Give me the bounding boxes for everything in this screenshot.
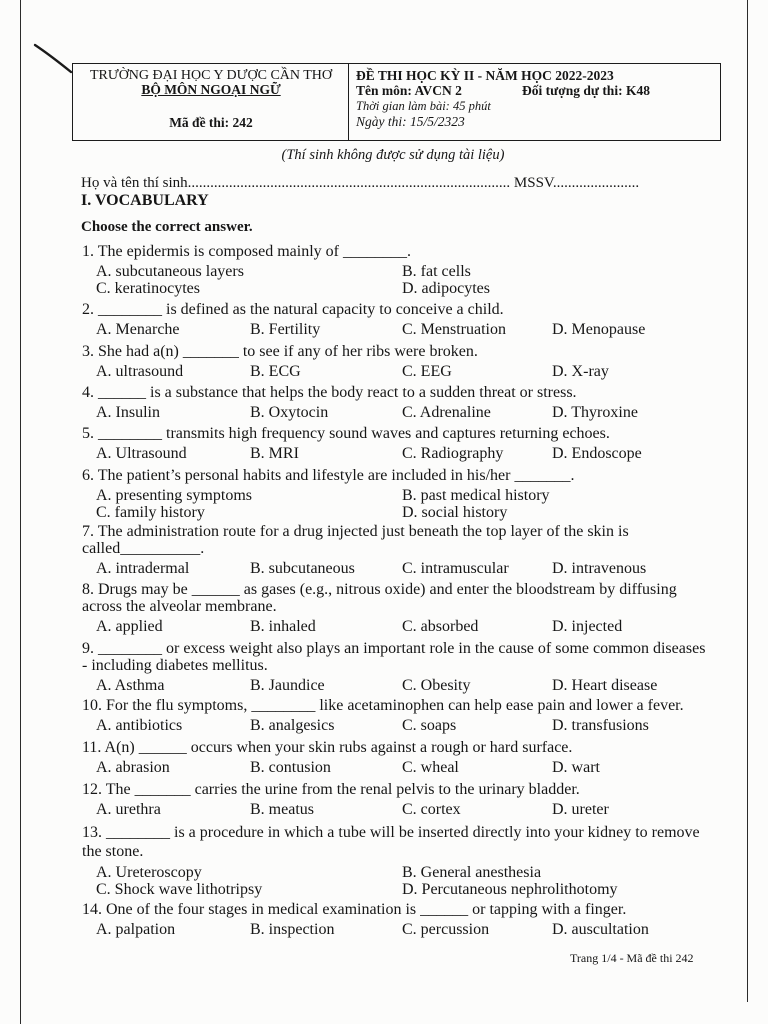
header-table xyxy=(72,63,721,141)
option-b: B. past medical history xyxy=(402,487,550,504)
option-a: A. Ureteroscopy xyxy=(96,864,202,881)
department-name: BỘ MÔN NGOẠI NGỮ xyxy=(141,82,281,97)
question-stem-line-2: called__________. xyxy=(82,540,205,557)
question-stem: 7. The administration route for a drug injected just beneath the top layer of the skin is xyxy=(82,523,629,540)
question-14 xyxy=(0,901,748,938)
exam-duration: Thời gian làm bài: 45 phút xyxy=(356,99,491,113)
options-row xyxy=(0,759,748,776)
option-a: A. Menarche xyxy=(96,321,180,338)
option-c: C. intramuscular xyxy=(402,560,509,577)
exam-title: ĐỀ THI HỌC KỲ II - NĂM HỌC 2022-2023 xyxy=(356,68,614,83)
option-b: B. subcutaneous xyxy=(250,560,355,577)
option-d: D. injected xyxy=(552,618,623,635)
subject-name: Tên môn: AVCN 2 xyxy=(356,83,462,98)
options-row xyxy=(0,864,748,881)
option-d: D. transfusions xyxy=(552,717,649,734)
option-c: C. percussion xyxy=(402,921,490,938)
option-a: A. intradermal xyxy=(96,560,190,577)
option-d: D. Percutaneous nephrolithotomy xyxy=(402,881,618,898)
answer-options xyxy=(0,263,748,297)
option-b: B. Fertility xyxy=(250,321,321,338)
question-1 xyxy=(0,243,748,297)
question-6 xyxy=(0,467,748,521)
option-b: B. Jaundice xyxy=(250,677,325,694)
question-9 xyxy=(0,640,748,694)
option-b: B. meatus xyxy=(250,801,314,818)
options-row xyxy=(0,263,748,280)
question-stem: 11. A(n) ______ occurs when your skin rubs against a rough or hard surface. xyxy=(82,739,573,756)
option-c: C. cortex xyxy=(402,801,461,818)
answer-options xyxy=(0,560,748,577)
option-d: D. wart xyxy=(552,759,600,776)
option-c: C. wheal xyxy=(402,759,459,776)
question-stem: 2. ________ is defined as the natural capacity to conceive a child. xyxy=(82,301,504,318)
section-title: I. VOCABULARY xyxy=(81,192,209,209)
option-c: C. Obesity xyxy=(402,677,471,694)
question-stem: 12. The _______ carries the urine from the renal pelvis to the urinary bladder. xyxy=(82,781,580,798)
option-b: B. analgesics xyxy=(250,717,335,734)
option-a: A. Ultrasound xyxy=(96,445,187,462)
option-a: A. presenting symptoms xyxy=(96,487,252,504)
answer-options xyxy=(0,487,748,521)
answer-options xyxy=(0,618,748,635)
option-b: B. ECG xyxy=(250,363,301,380)
answer-options xyxy=(0,921,748,938)
answer-options xyxy=(0,801,748,818)
option-d: D. social history xyxy=(402,504,508,521)
option-a: A. antibiotics xyxy=(96,717,183,734)
page-footer: Trang 1/4 - Mã đề thi 242 xyxy=(570,951,694,965)
question-8 xyxy=(0,581,748,635)
question-13 xyxy=(0,823,748,898)
question-stem-line-2: - including diabetes mellitus. xyxy=(82,657,268,674)
answer-options xyxy=(0,717,748,734)
question-stem-line-2: the stone. xyxy=(82,843,144,860)
answer-options xyxy=(0,677,748,694)
option-c: C. Shock wave lithotripsy xyxy=(96,881,263,898)
options-row xyxy=(0,487,748,504)
question-3 xyxy=(0,343,748,380)
question-stem: 1. The epidermis is composed mainly of ________. xyxy=(82,243,411,260)
exam-code: Mã đề thi: 242 xyxy=(169,115,253,130)
answer-options xyxy=(0,759,748,776)
option-d: D. ureter xyxy=(552,801,609,818)
option-a: A. abrasion xyxy=(96,759,170,776)
exam-candidates: Đối tượng dự thi: K48 xyxy=(522,83,650,98)
exam-date: Ngày thi: 15/5/2323 xyxy=(356,114,465,129)
question-4 xyxy=(0,384,748,421)
question-stem-line-2: across the alveolar membrane. xyxy=(82,598,277,615)
option-d: D. intravenous xyxy=(552,560,647,577)
answer-options xyxy=(0,363,748,380)
student-info-line: Họ và tên thí sinh...................................................................................... MSSV....................... xyxy=(81,175,640,191)
section-instruction: Choose the correct answer. xyxy=(81,219,253,235)
question-stem: 6. The patient’s personal habits and lifestyle are included in his/her _______. xyxy=(82,467,575,484)
option-d: D. auscultation xyxy=(552,921,649,938)
option-b: B. General anesthesia xyxy=(402,864,542,881)
option-c: C. Adrenaline xyxy=(402,404,491,421)
options-row xyxy=(0,801,748,818)
option-c: C. Menstruation xyxy=(402,321,506,338)
options-row xyxy=(0,677,748,694)
option-d: D. Heart disease xyxy=(552,677,658,694)
option-b: B. fat cells xyxy=(402,263,471,280)
options-row xyxy=(0,280,748,297)
question-stem: 8. Drugs may be ______ as gases (e.g., nitrous oxide) and enter the bloodstream by diffusing xyxy=(82,581,677,598)
answer-options xyxy=(0,404,748,421)
option-a: A. Insulin xyxy=(96,404,160,421)
options-row xyxy=(0,504,748,521)
option-c: C. keratinocytes xyxy=(96,280,200,297)
question-stem: 10. For the flu symptoms, ________ like acetaminophen can help ease pain and lower a fever. xyxy=(82,697,684,714)
question-stem: 4. ______ is a substance that helps the body react to a sudden threat or stress. xyxy=(82,384,577,401)
option-c: C. EEG xyxy=(402,363,452,380)
answer-options xyxy=(0,445,748,462)
question-stem: 13. ________ is a procedure in which a tube will be inserted directly into your kidney to remove xyxy=(82,824,700,841)
option-b: B. Oxytocin xyxy=(250,404,329,421)
no-materials-note: (Thí sinh không được sử dụng tài liệu) xyxy=(281,147,505,163)
question-stem: 5. ________ transmits high frequency sound waves and captures returning echoes. xyxy=(82,425,610,442)
question-10 xyxy=(0,697,748,734)
question-11 xyxy=(0,739,748,776)
option-a: A. ultrasound xyxy=(96,363,184,380)
options-row xyxy=(0,881,748,898)
question-stem: 14. One of the four stages in medical examination is ______ or tapping with a finger. xyxy=(82,901,627,918)
question-5 xyxy=(0,425,748,462)
pen-mark xyxy=(30,40,78,78)
options-row xyxy=(0,363,748,380)
question-stem: 3. She had a(n) _______ to see if any of her ribs were broken. xyxy=(82,343,478,360)
options-row xyxy=(0,404,748,421)
option-b: B. MRI xyxy=(250,445,299,462)
answer-options xyxy=(0,864,748,898)
option-b: B. inhaled xyxy=(250,618,316,635)
option-c: C. soaps xyxy=(402,717,457,734)
option-a: A. urethra xyxy=(96,801,161,818)
option-d: D. Endoscope xyxy=(552,445,642,462)
option-b: B. contusion xyxy=(250,759,331,776)
question-12 xyxy=(0,781,748,818)
option-a: A. Asthma xyxy=(96,677,165,694)
option-d: D. Menopause xyxy=(552,321,646,338)
question-2 xyxy=(0,301,748,338)
option-a: A. subcutaneous layers xyxy=(96,263,244,280)
school-name: TRƯỜNG ĐẠI HỌC Y DƯỢC CẦN THƠ xyxy=(89,68,333,83)
option-c: C. family history xyxy=(96,504,205,521)
options-row xyxy=(0,445,748,462)
option-a: A. palpation xyxy=(96,921,176,938)
question-stem: 9. ________ or excess weight also plays an important role in the cause of some common diseases xyxy=(82,640,706,657)
option-d: D. X-ray xyxy=(552,363,609,380)
option-c: C. absorbed xyxy=(402,618,479,635)
option-d: D. Thyroxine xyxy=(552,404,638,421)
options-row xyxy=(0,921,748,938)
option-c: C. Radiography xyxy=(402,445,504,462)
options-row xyxy=(0,560,748,577)
options-row xyxy=(0,717,748,734)
option-b: B. inspection xyxy=(250,921,335,938)
option-a: A. applied xyxy=(96,618,163,635)
options-row xyxy=(0,618,748,635)
question-7 xyxy=(0,523,748,577)
options-row xyxy=(0,321,748,338)
option-d: D. adipocytes xyxy=(402,280,490,297)
answer-options xyxy=(0,321,748,338)
